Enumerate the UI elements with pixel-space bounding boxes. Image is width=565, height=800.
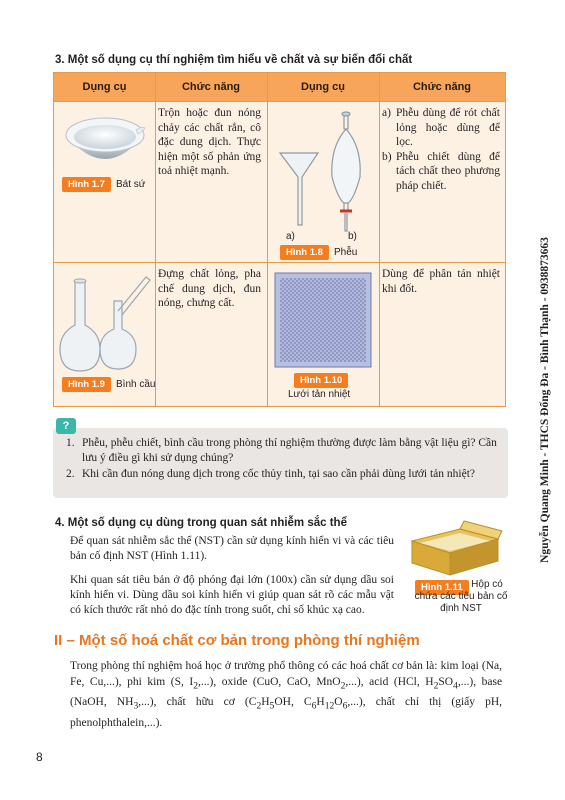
figure-caption: Bát sứ (116, 179, 146, 190)
question-list: 1. Phễu, phễu chiết, bình cầu trong phòng thí nghiệm thường được làm bằng vật liệu gì? Cần lưu ý điều gì khi sử dụng chúng? 2. Khi cần đun nóng dung dịch trong cốc thủy tinh, tại sao cần phải dùng lưới tản nhiệt? (66, 437, 497, 480)
column-header: Dụng cụ (82, 81, 127, 93)
function-text: Đựng chất lỏng, pha chế dung dịch, đun nóng, chưng cất. (158, 268, 261, 309)
label-a: a) (286, 231, 295, 242)
function-list: a) Phễu dùng để rót chất lỏng hoặc dùng để lọc. b) Phễu chiết dùng để tách chất theo phương pháp chiết. (382, 107, 500, 192)
table-header (54, 73, 505, 101)
slide-box-image (406, 519, 504, 579)
porcelain-dish-image (62, 113, 148, 175)
round-flask-image (58, 271, 154, 375)
column-header: Chức năng (412, 81, 472, 93)
figure-badge: Hình 1.11 (415, 580, 469, 595)
label-b: b) (348, 231, 357, 242)
figure-caption: Lưới tản nhiệt (288, 389, 351, 400)
lab-equipment-table (53, 72, 506, 407)
figure-badge: Hình 1.10 (294, 373, 348, 388)
paragraph: Khi quan sát tiêu bản ở độ phóng đại lớn (100x) cần sử dụng dầu soi kính hiển vi. Dùng dầu soi kính hiển vi giúp quan sát rõ các mẫu vật có kích thước rất nhỏ do đặc tính trong suốt, chỉ số khúc xạ cao. (70, 574, 394, 616)
figure-caption: Bình cầu (116, 379, 156, 390)
function-text: Trộn hoặc đun nóng chảy các chất rắn, cô đặc dung dịch. Thực hiện một số phản ứng toả nhiệt mạnh. (158, 107, 261, 177)
figure-caption: Hộp có chứa các tiêu bản cố định NST (414, 579, 508, 614)
part-heading: II – Một số hoá chất cơ bản trong phòng thí nghiệm (54, 632, 420, 649)
chemicals-paragraph: Trong phòng thí nghiệm hoá học ở trường phổ thông có các hoá chất cơ bản là: kim loại (Na, Fe, Cu,...), phi kim (S, $I_2$,...), oxide (CuO, CaO, MnO$_2$,...), acid (HCl, $H_2SO_4$,...), base (NaOH, $NH_3$,...), chất hữu cơ ($C_2H_5OH$, $C_6H_{12}O_6$,...), chất chỉ thị (giấy pH, phenolphthalein,...). (70, 660, 503, 729)
wire-gauze-image (273, 271, 373, 369)
column-header: Dụng cụ (301, 81, 345, 93)
figure-badge: Hình 1.7 (62, 177, 111, 192)
funnel-image (274, 107, 374, 237)
paragraph: Để quan sát nhiễm sắc thể (NST) cần sử dụng kính hiển vi và các tiêu bản cố định NST (Hình 1.11). (70, 535, 394, 562)
figure-badge: Hình 1.9 (62, 377, 111, 392)
section-heading: 3. Một số dụng cụ thí nghiệm tìm hiểu về chất và sự biến đổi chất (55, 54, 413, 66)
column-header: Chức năng (181, 81, 241, 93)
page-number: 8 (36, 750, 43, 764)
function-text: Dùng để phân tán nhiệt khi đốt. (382, 268, 500, 295)
figure-caption: Phễu (334, 247, 358, 258)
question-icon: ? (56, 418, 76, 434)
subsection-heading: 4. Một số dụng cụ dùng trong quan sát nhiễm sắc thể (55, 517, 347, 529)
figure-badge: Hình 1.8 (280, 245, 329, 260)
